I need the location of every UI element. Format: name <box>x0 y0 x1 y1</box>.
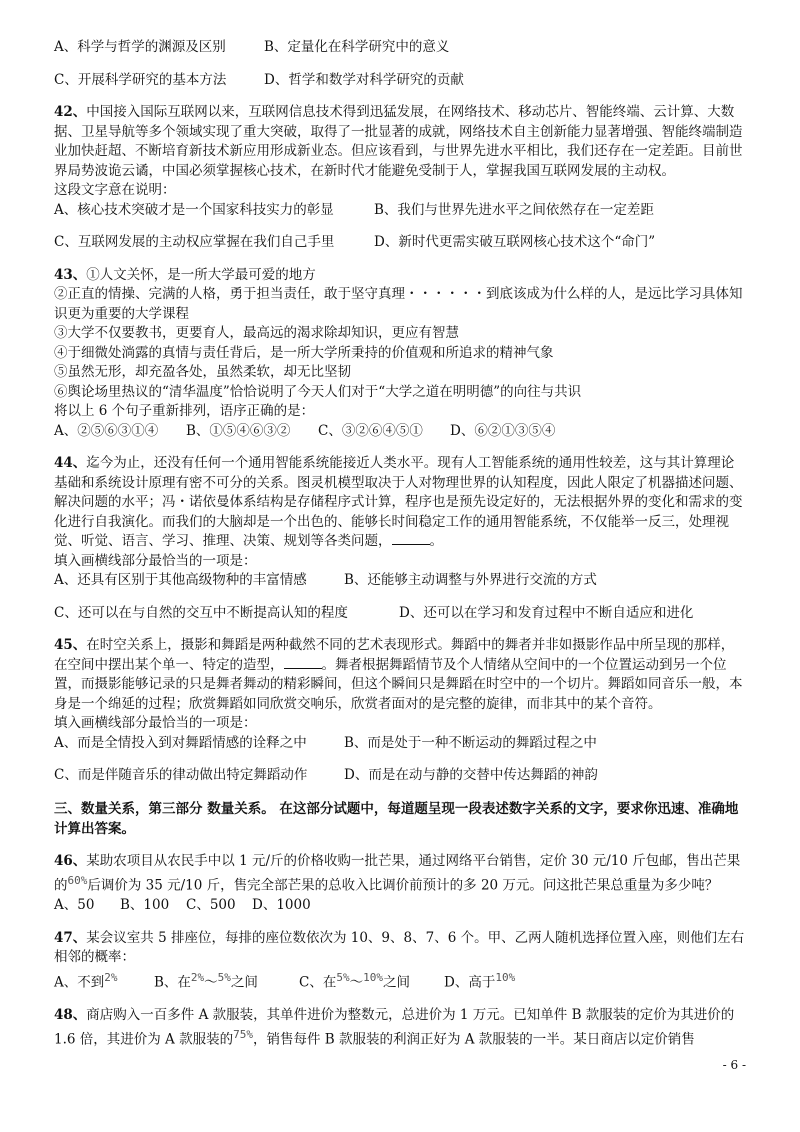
q46-option-c: C、500 <box>186 897 236 913</box>
q42-option-c: C、互联网发展的主动权应掌握在我们自己手里 <box>54 234 335 250</box>
q43-options-row <box>54 422 746 442</box>
q45-option-b: B、而是处于一种不断运动的舞蹈过程之中 <box>344 734 597 751</box>
question-prompt: 将以上 6 个句子重新排列，语序正确的是： <box>54 403 315 419</box>
fill-blank <box>284 656 322 669</box>
option-label: A、不到 <box>54 974 105 990</box>
option-label: D、高于 <box>444 974 496 990</box>
question-text: 中国接入国际互联网以来，互联网信息技术得到迅猛发展，在网络技术、移动芯片、智能终端、云计算、大数据、卫星导航等多个领域实现了重大突破，取得了一批显著的成就，网络技术自主创新能力显著增强、智能终端制造业加快赶超、不断培育新技术新应用形成新业态。但应该看到，与世界先进水平相比，我们还存在一定差距。目前世界局势波诡云谲，中国必须掌握核心技术，在新时代才能避免受制于人，掌握我国互联网发展的主动权。 <box>54 104 743 179</box>
q46-option-b: B、100 <box>120 897 170 913</box>
q42-options-row-2 <box>54 233 746 253</box>
percent-value: 10% <box>495 970 516 984</box>
question-text: 某会议室共 5 排座位，每排的座位数依次为 10、9、8、7、6 个。甲、乙两人随机选择位置入座，则他们左右相邻的概率： <box>54 929 745 965</box>
question-number: 47、 <box>54 929 87 946</box>
percent-value: 2% <box>190 970 205 984</box>
question-48 <box>54 1006 746 1051</box>
q44-option-a: A、还具有区别于其他高级物种的丰富情感 <box>54 572 307 588</box>
percent-value: 5% <box>217 970 231 984</box>
q46-options-row <box>54 896 746 916</box>
question-47 <box>54 929 746 968</box>
q45-option-a: A、而是全情投入到对舞蹈情感的诠释之中 <box>54 734 307 751</box>
question-prompt: 填入画横线部分最恰当的一项是： <box>54 715 257 731</box>
q45-options-row-2 <box>54 766 746 786</box>
sentence-6: ⑥舆论场里热议的“清华温度”恰恰说明了今天人们对于“大学之道在明明德”的向往与共识 <box>54 383 582 400</box>
exam-page <box>54 38 746 1050</box>
fill-blank <box>392 532 430 545</box>
question-text-2: 后调价为 35 元/10 斤，售完全部芒果的总收入比调价前预计的多 20 万元。问这批芒果总重量为多少吨？ <box>87 877 719 894</box>
question-prompt: 填入画横线部分最恰当的一项是： <box>54 552 257 569</box>
option-label: C、在 <box>299 974 337 990</box>
q44-option-b: B、还能够主动调整与外界进行交流的方式 <box>344 572 597 588</box>
question-number: 44、 <box>54 455 87 471</box>
page-number: - 6 - <box>722 1058 746 1072</box>
question-45 <box>54 636 746 714</box>
q41-option-a: A、科学与哲学的渊源及区别 <box>54 39 226 55</box>
percent-value: 10% <box>363 970 383 984</box>
q43-option-c: C、③②⑥④⑤① <box>318 422 423 439</box>
option-suffix: 之间 <box>382 974 410 990</box>
q47-option-a <box>54 968 154 993</box>
percent-value: 60% <box>67 874 88 887</box>
question-text-1: 商店购入一百多件 A 款服装，其单件进价为整数元，总进价为 1 万元。已知单件 B 款服装的定价为其进价的 1.6 倍，其进价为 A 款服装的 <box>54 1006 735 1048</box>
q44-option-d: D、还可以在学习和发育过程中不断自适应和进化 <box>399 604 694 621</box>
question-text-1: 在时空关系上，摄影和舞蹈是两种截然不同的艺术表现形式。舞蹈中的舞者并非如摄影作品中所呈现的那样，在空间中摆出某个单一、特定的造型， <box>54 637 735 673</box>
question-43 <box>54 266 746 286</box>
q47-option-d <box>444 968 515 993</box>
q45-option-d: D、而是在动与静的交替中传达舞蹈的神韵 <box>344 767 598 783</box>
q41-option-d: D、哲学和数学对科学研究的贡献 <box>264 71 464 88</box>
sentence-5: ⑤虽然无形，却充盈各处，虽然柔软，却无比坚韧 <box>54 364 351 380</box>
sentence-3: ③大学不仅要教书，更要育人，最高远的渴求除却知识，更应有智慧 <box>54 325 459 341</box>
q44-options-row-2 <box>54 604 746 624</box>
q42-option-a: A、核心技术突破才是一个国家科技实力的彰显 <box>54 201 334 218</box>
q41-options-row-1 <box>54 38 746 58</box>
option-label: B、在 <box>154 974 191 990</box>
question-text-1: 某助农项目从农民手中以 1 元/斤的价格收购一批芒果，通过网络平台销售，定价 30 元/10 斤包邮，售出芒果的 <box>54 852 741 894</box>
q41-options-row-2 <box>54 71 746 91</box>
q43-option-d: D、⑥②①③⑤④ <box>450 422 556 439</box>
question-number: 48、 <box>54 1006 87 1023</box>
option-suffix: 之间 <box>230 974 258 990</box>
percent-value: 2% <box>104 970 118 984</box>
tilde: ～ <box>349 974 364 990</box>
question-text-2: ，销售每件 B 款服装的利润正好为 A 款服装的一半。某日商店以定价销售 <box>252 1031 695 1048</box>
q46-option-a: A、50 <box>54 897 95 913</box>
sentence-2: ②正直的情操、完满的人格，勇于担当责任，敢于坚守真理・・・・・・到底该成为什么样的人，是远比学习具体知识更为重要的大学课程 <box>54 286 743 322</box>
q42-option-d: D、新时代更需实破互联网核心技术这个“命门” <box>374 234 656 250</box>
q47-options-row <box>54 968 746 993</box>
question-44 <box>54 454 746 552</box>
q47-option-b <box>154 968 299 993</box>
q47-option-c <box>299 968 444 993</box>
sentence-4: ④于细微处淌露的真情与责任背后，是一所大学所秉持的价值观和所追求的精神气象 <box>54 344 554 361</box>
sentence-end: 。 <box>429 533 443 549</box>
sentence-1: ①人文关怀，是一所大学最可爱的地方 <box>86 266 316 283</box>
percent-value: 75% <box>233 1028 253 1041</box>
q41-option-b: B、定量化在科学研究中的意义 <box>264 39 450 55</box>
q45-options-row-1 <box>54 734 746 754</box>
q45-option-c: C、而是伴随音乐的律动做出特定舞蹈动作 <box>54 767 308 783</box>
question-42 <box>54 103 746 181</box>
q44-option-c: C、还可以在与自然的交互中不断提高认知的程度 <box>54 604 348 621</box>
q43-option-a: A、②⑤⑥③①④ <box>54 422 159 439</box>
section-heading: 三、数量关系，第三部分 数量关系。 在这部分试题中，每道题呈现一段表述数字关系的文字，要求你迅速、准确地计算出答案。 <box>54 800 739 837</box>
tilde: ～ <box>204 974 218 990</box>
q42-option-b: B、我们与世界先进水平之间依然存在一定差距 <box>374 201 654 218</box>
q46-option-d: D、1000 <box>252 897 311 913</box>
question-number: 46、 <box>54 852 87 869</box>
q41-option-c: C、开展科学研究的基本方法 <box>54 71 227 88</box>
question-number: 42、 <box>54 104 87 120</box>
q42-options-row-1 <box>54 201 746 221</box>
percent-value: 5% <box>336 970 350 984</box>
question-text-2: 。舞者根据舞蹈情节及个人情绪从空间中的一个位置运动到另一个位置，而摄影能够记录的只是舞者舞动的精彩瞬间，但这个瞬间只是舞蹈在时空中的一个切片。舞蹈如同音乐一般，本身是一个绵延的过程；欣赏舞蹈如同欣赏交响乐，欣赏者面对的是完整的旋律，而非其中的某个音符。 <box>54 656 743 712</box>
question-text: 迄今为止，还没有任何一个通用智能系统能接近人类水平。现有人工智能系统的通用性较差，这与其计算理论基础和系统设计原理有密不可分的关系。图灵机模型取决于人对物理世界的认知程度，因此人限定了机器描述问题、解决问题的水平；冯・诺依曼体系结构是存储程序式计算，程序也是预先设定好的，无法根据外界的变化和需求的变化进行自我演化。而我们的大脑却是一个出色的、能够长时间稳定工作的通用智能系统，不仅能举一反三，处理视觉、听觉、语言、学习、推理、决策、规划等各类问题， <box>54 455 743 549</box>
question-number: 43、 <box>54 266 87 283</box>
q43-option-b: B、①⑤④⑥③② <box>186 422 291 439</box>
question-prompt: 这段文字意在说明： <box>54 182 176 198</box>
question-number: 45、 <box>54 637 87 653</box>
q44-options-row-1 <box>54 571 746 591</box>
question-46 <box>54 852 746 897</box>
